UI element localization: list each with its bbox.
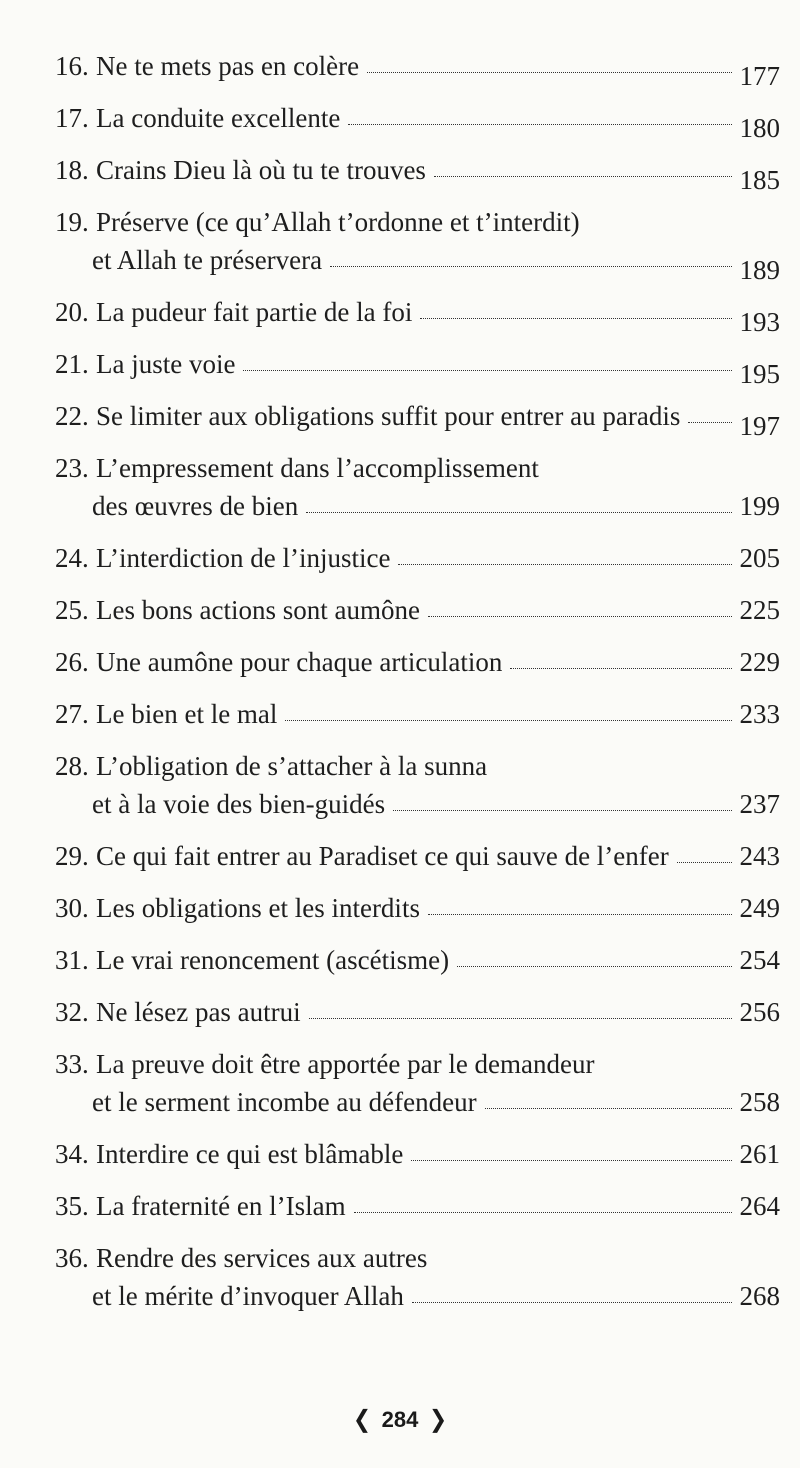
toc-entry-line — [0, 884, 800, 924]
toc-entry-page: 233 — [739, 699, 780, 729]
toc-entry-title: Rendre des services aux autres — [96, 1243, 428, 1273]
toc-entry-number: 21. — [55, 349, 89, 379]
toc-entry-title: Une aumône pour chaque articulation — [96, 647, 503, 677]
toc-entry-line — [0, 1272, 800, 1312]
toc-entry-number: 17. — [55, 103, 89, 133]
toc-entry-line — [0, 936, 800, 976]
toc-entry-title: Les bons actions sont aumône — [96, 595, 420, 625]
dot-leader — [428, 914, 732, 915]
toc-entry-line — [0, 482, 800, 522]
toc-entry-title: Crains Dieu là où tu te trouves — [96, 155, 426, 185]
toc-entry-title: Le vrai renoncement (ascétisme) — [96, 945, 450, 975]
dot-leader — [428, 616, 732, 617]
toc-entry-page: 177 — [739, 61, 780, 91]
toc-entry-title: La pudeur fait partie de la foi — [96, 297, 413, 327]
toc-entry-line — [0, 1130, 800, 1170]
dot-leader — [688, 422, 731, 423]
toc-entry-title: et le mérite d’invoquer Allah — [92, 1281, 404, 1311]
toc-entry-title: et le serment incombe au défendeur — [92, 1087, 477, 1117]
toc-entry-title: La fraternité en l’Islam — [96, 1191, 346, 1221]
toc-entry-title: La conduite excellente — [96, 103, 341, 133]
toc-entry-page: 199 — [739, 491, 780, 521]
toc-entry-page: 243 — [739, 841, 780, 871]
page-footer — [0, 1405, 800, 1434]
toc-entry-number: 35. — [55, 1191, 89, 1221]
toc-entry-title: et à la voie des bien-guidés — [92, 789, 386, 819]
toc-entry-page: 237 — [739, 789, 780, 819]
toc-entry-number: 31. — [55, 945, 89, 975]
toc-entry-page: 180 — [739, 113, 780, 143]
toc-entry-page: 229 — [739, 647, 780, 677]
toc-entry-line — [0, 1182, 800, 1222]
toc-entry-page: 225 — [739, 595, 780, 625]
toc-entry-page: 254 — [739, 945, 780, 975]
toc-entry-number: 23. — [55, 453, 89, 483]
toc-entry-number: 28. — [55, 751, 89, 781]
toc-entry-number: 32. — [55, 997, 89, 1027]
toc-entry-line — [0, 340, 800, 389]
toc-entry-number: 26. — [55, 647, 89, 677]
toc-entry-number: 33. — [55, 1049, 89, 1079]
toc-entry-page: 256 — [739, 997, 780, 1027]
toc-entry-number: 16. — [55, 51, 89, 81]
toc-entry-line — [0, 832, 800, 872]
dot-leader — [309, 1018, 732, 1019]
toc-entry-page: 197 — [739, 411, 780, 441]
toc-entry-title: L’obligation de s’attacher à la sunna — [96, 751, 488, 781]
dot-leader — [411, 1160, 731, 1161]
toc-entry-line — [0, 236, 800, 285]
toc-entry-number: 25. — [55, 595, 89, 625]
toc-entry-line — [0, 690, 800, 730]
chevron-left-icon: ❮ — [352, 1406, 371, 1433]
toc-entry-line — [0, 534, 800, 574]
dot-leader — [485, 1108, 732, 1109]
dot-leader — [306, 512, 731, 513]
toc-entry-line — [0, 638, 800, 678]
toc-entry-line — [0, 146, 800, 195]
toc-entry-number: 22. — [55, 401, 89, 431]
toc-entry-page: 261 — [739, 1139, 780, 1169]
toc-entry-page: 249 — [739, 893, 780, 923]
page-number: 284 — [381, 1406, 419, 1432]
dot-leader — [677, 862, 732, 863]
toc-entry-line — [0, 988, 800, 1028]
toc-entry-page: 195 — [739, 359, 780, 389]
toc-entry-number: 36. — [55, 1243, 89, 1273]
toc-entry-title: et Allah te préservera — [92, 245, 323, 275]
toc-entry-number: 18. — [55, 155, 89, 185]
toc-entry-title: Les obligations et les interdits — [96, 893, 420, 923]
toc-entry-title: La juste voie — [96, 349, 236, 379]
toc-entry-number: 20. — [55, 297, 89, 327]
chevron-right-icon: ❯ — [429, 1406, 448, 1433]
dot-leader — [243, 370, 731, 371]
dot-leader — [412, 1302, 732, 1303]
dot-leader — [285, 720, 731, 721]
dot-leader — [457, 966, 731, 967]
toc-entry-title: L’empressement dans l’accomplissement — [96, 453, 539, 483]
toc-entry-line — [0, 1078, 800, 1118]
toc-entry-line — [0, 392, 800, 441]
dot-leader — [330, 266, 731, 267]
toc-entry-page: 185 — [739, 165, 780, 195]
toc-entry-line — [0, 42, 800, 91]
toc-entry-title: Le bien et le mal — [96, 699, 278, 729]
toc-entry-title: Interdire ce qui est blâmable — [96, 1139, 404, 1169]
toc-entry-title: Se limiter aux obligations suffit pour entrer au paradis — [96, 401, 681, 431]
toc-entry-title: Ne lésez pas autrui — [96, 997, 301, 1027]
dot-leader — [348, 124, 731, 125]
toc-entry-number: 29. — [55, 841, 89, 871]
toc-entry-number: 30. — [55, 893, 89, 923]
toc-entry-number: 34. — [55, 1139, 89, 1169]
dot-leader — [354, 1212, 732, 1213]
dot-leader — [393, 810, 731, 811]
toc-entry-line — [0, 198, 800, 238]
toc-entry-line — [0, 94, 800, 143]
dot-leader — [434, 176, 732, 177]
toc-entry-page: 205 — [739, 543, 780, 573]
toc-entry-line — [0, 444, 800, 484]
toc-entry-line — [0, 1234, 800, 1274]
toc-entry-title: Ce qui fait entrer au Paradiset ce qui sauve de l’enfer — [96, 841, 669, 871]
toc-entry-number: 24. — [55, 543, 89, 573]
toc-entry-number: 27. — [55, 699, 89, 729]
toc-entry-page: 258 — [739, 1087, 780, 1117]
toc-entry-title: Préserve (ce qu’Allah t’ordonne et t’interdit) — [96, 207, 580, 237]
toc-entry-page: 193 — [739, 307, 780, 337]
toc-entry-line — [0, 586, 800, 626]
toc-entry-title: La preuve doit être apportée par le demandeur — [96, 1049, 595, 1079]
toc-entry-title: Ne te mets pas en colère — [96, 51, 360, 81]
toc-entry-page: 264 — [739, 1191, 780, 1221]
toc-entry-page: 268 — [739, 1281, 780, 1311]
toc-entry-line — [0, 780, 800, 820]
toc-entry-title: L’interdiction de l’injustice — [96, 543, 391, 573]
toc-entry-page: 189 — [739, 255, 780, 285]
toc-entry-number: 19. — [55, 207, 89, 237]
toc-entry-line — [0, 742, 800, 782]
dot-leader — [420, 318, 731, 319]
toc-entry-title: des œuvres de bien — [92, 491, 299, 521]
dot-leader — [398, 564, 731, 565]
dot-leader — [367, 72, 731, 73]
toc-entry-line — [0, 288, 800, 337]
dot-leader — [510, 668, 731, 669]
toc-entry-line — [0, 1040, 800, 1080]
